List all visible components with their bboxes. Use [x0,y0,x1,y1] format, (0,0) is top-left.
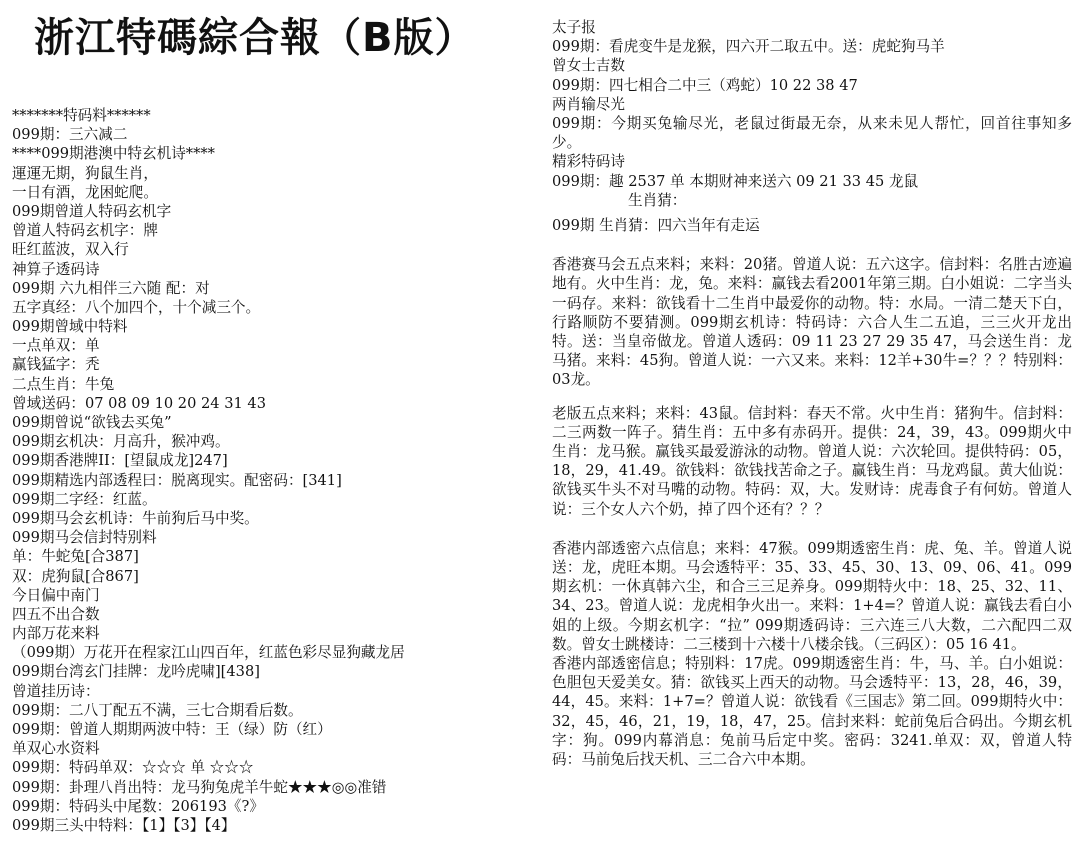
left-line: 曾道挂历诗： [12,682,100,700]
left-line: 双：虎狗鼠[合867] [12,567,139,585]
page-title: 浙江特碼綜合報（B版） [34,15,476,61]
left-line: 099期马会玄机诗：牛前狗后马中奖。 [12,509,259,527]
left-line: 099期曾道人特码玄机字 [12,202,172,220]
left-line: 单：牛蛇兔[合387] [12,548,139,566]
left-line: 一日有酒，龙困蛇爬。 [12,183,158,201]
right-top-line: 099期：今期买兔输尽光，老鼠过街最无奈，从来未见人帮忙，回首往事知多少。 [552,114,1072,152]
left-line: 赢钱猛字：秃 [12,356,100,374]
paragraph-internal-six-points: 香港内部透密六点信息；来料：47猴。099期透密生肖：虎、兔、羊。曾道人说送：龙，虎旺本期。马会透特平：35、33、45、30、13、09、06、41。099期玄机：一休真韩六尘，和合三三足养身。099期特火中：18、25、32、11、34、23。曾道人说：龙虎相争火出一。来料：1+4=？曾道人说：赢钱去看白小姐的上级。今期玄机字：“拉” 099期透码诗：三六连三八大数，二六配四二双数。曾女士跳楼诗：二三楼到十六楼十八楼余钱。（三码区）：05 16 41。 [552,539,1072,653]
right-top-line: 精彩特码诗 [552,153,625,171]
right-top-line: 曾女士吉数 [552,57,625,75]
left-line: 二点生肖：牛兔 [12,375,115,393]
right-top-line: 太子报 [552,19,596,36]
left-column [12,106,532,835]
right-top-line: 099期：趣 2537 单 本期财神来送六 09 21 33 45 龙鼠 [552,172,919,190]
left-line: 099期曾域中特料 [12,318,128,336]
paragraph-saima-five-points: 香港赛马会五点来料；来料：20猪。曾道人说：五六这字。信封料：名胜古迹遍地有。火中生肖：龙，兔。来料：赢钱去看2001年第三期。白小姐说：二字当头一码存。来料：欲钱看十二生肖中最爱你的动物。特：水局。一清二楚天下白，行路顺防不要猜测。099期玄机诗：特码诗：六合人生二五追，三三火开龙出特。送：当皇帝做龙。曾道人透码：09 11 23 27 29 35 47，马会送生肖：龙马猪。来料：45狗。曾道人说：一六又来。来料：12羊+30牛=？？？特别料：03龙。 [552,256,1072,389]
left-line: 099期：特码单双：☆☆☆ 单 ☆☆☆ [12,759,254,777]
left-line: 四五不出合数 [12,605,100,623]
left-line: 099期：三六减二 [12,126,128,144]
left-line: 099期 六九相伴三六随 配：对 [12,279,210,297]
left-line: 099期：特码头中尾数：206193《?》 [12,797,264,815]
left-line: 099期玄机决：月高升，猴冲鸡。 [12,433,230,451]
right-top-line: 生肖猜： [628,191,687,209]
left-line: 单双心水资料 [12,740,100,758]
left-line: 099期：曾道人期期两波中特：王（绿）防（红） [12,721,332,738]
left-line: 099期曾说“欲钱去买兔” [12,414,172,431]
right-top-line: 099期：四七相合二中三（鸡蛇）10 22 38 47 [552,76,858,94]
left-line: 099期台湾玄门挂牌：龙吟虎啸][438] [12,663,260,681]
left-line: 099期：卦理八肖出特：龙马狗兔虎羊牛蛇★★★◎◎准错 [12,778,387,796]
left-line: 099期三头中特料：【1】【3】【4】 [12,816,236,834]
left-line: 099期：二八丁配五不满，三七合期看后数。 [12,701,303,719]
right-top-line: 两肖输尽光 [552,95,625,113]
left-line: 099期精选内部透程曰：脱离现实。配密码：[341] [12,471,342,489]
left-line: *******特码料****** [12,107,151,124]
left-line: ****099期港澳中特玄机诗**** [12,145,215,163]
left-line: （099期）万花开在程家江山四百年，红蓝色彩尽显狗藏龙居 [12,644,405,662]
left-line: 099期香港牌II：[望鼠成龙]247] [12,452,228,470]
left-line: 内部万花来料 [12,625,100,643]
left-line: 099期马会信封特别料 [12,529,157,547]
left-line: 099期二字经：红蓝。 [12,490,157,508]
left-line: 今日偏中南门 [12,586,100,604]
paragraph-internal-secret-info: 香港内部透密信息；特别料：17虎。099期透密生肖：牛，马、羊。白小姐说：色胆包天爱美女。猜：欲钱买上西天的动物。马会透特平：13，28，46，39，44，45。来料：1+7=？曾道人说：欲钱看《三国志》第二回。099期特火中：32，45，46，21，19，18，47，25。信封来料：蛇前兔后合码出。今期玄机字：狗。099内幕消息：兔前马后定中奖。密码：3241.单双：双，曾道人特码：马前兔后找天机、三二合六中本期。 [552,654,1072,768]
right-top-section [552,18,1072,235]
right-column [552,18,1072,769]
right-top-line: 099期：看虎变牛是龙猴，四六开二取五中。送：虎蛇狗马羊 [552,38,945,56]
left-line: 旺红蓝波，双入行 [12,241,129,259]
left-line: 一点单双：单 [12,337,100,355]
left-line: 運運无期，狗鼠生肖， [12,164,158,182]
left-line: 曾域送码：07 08 09 10 20 24 31 43 [12,394,267,412]
left-line: 神算子透码诗 [12,260,100,278]
left-line: 曾道人特码玄机字：牌 [12,222,158,240]
right-top-line: 099期 生肖猜：四六当年有走运 [552,216,760,234]
left-line: 五字真经：八个加四个，十个减三个。 [12,298,261,316]
paragraph-old-version-five-points: 老版五点来料；来料：43鼠。信封料：春天不常。火中生肖：猪狗牛。信封料：二三两数一阵子。猜生肖：五中多有赤码开。提供：24，39，43。099期火中生肖：龙马猴。赢钱买最爱游泳的动物。曾道人说：六次轮回。提供特码：05，18，29，41.49。欲钱料：欲钱找苦命之子。赢钱生肖：马龙鸡鼠。黄大仙说：欲钱买牛头不对马嘴的动物。特码：双，大。发财诗：虎毒食子有何妨。曾道人说：三个女人六个奶，掉了四个还有？？？ [552,404,1072,518]
